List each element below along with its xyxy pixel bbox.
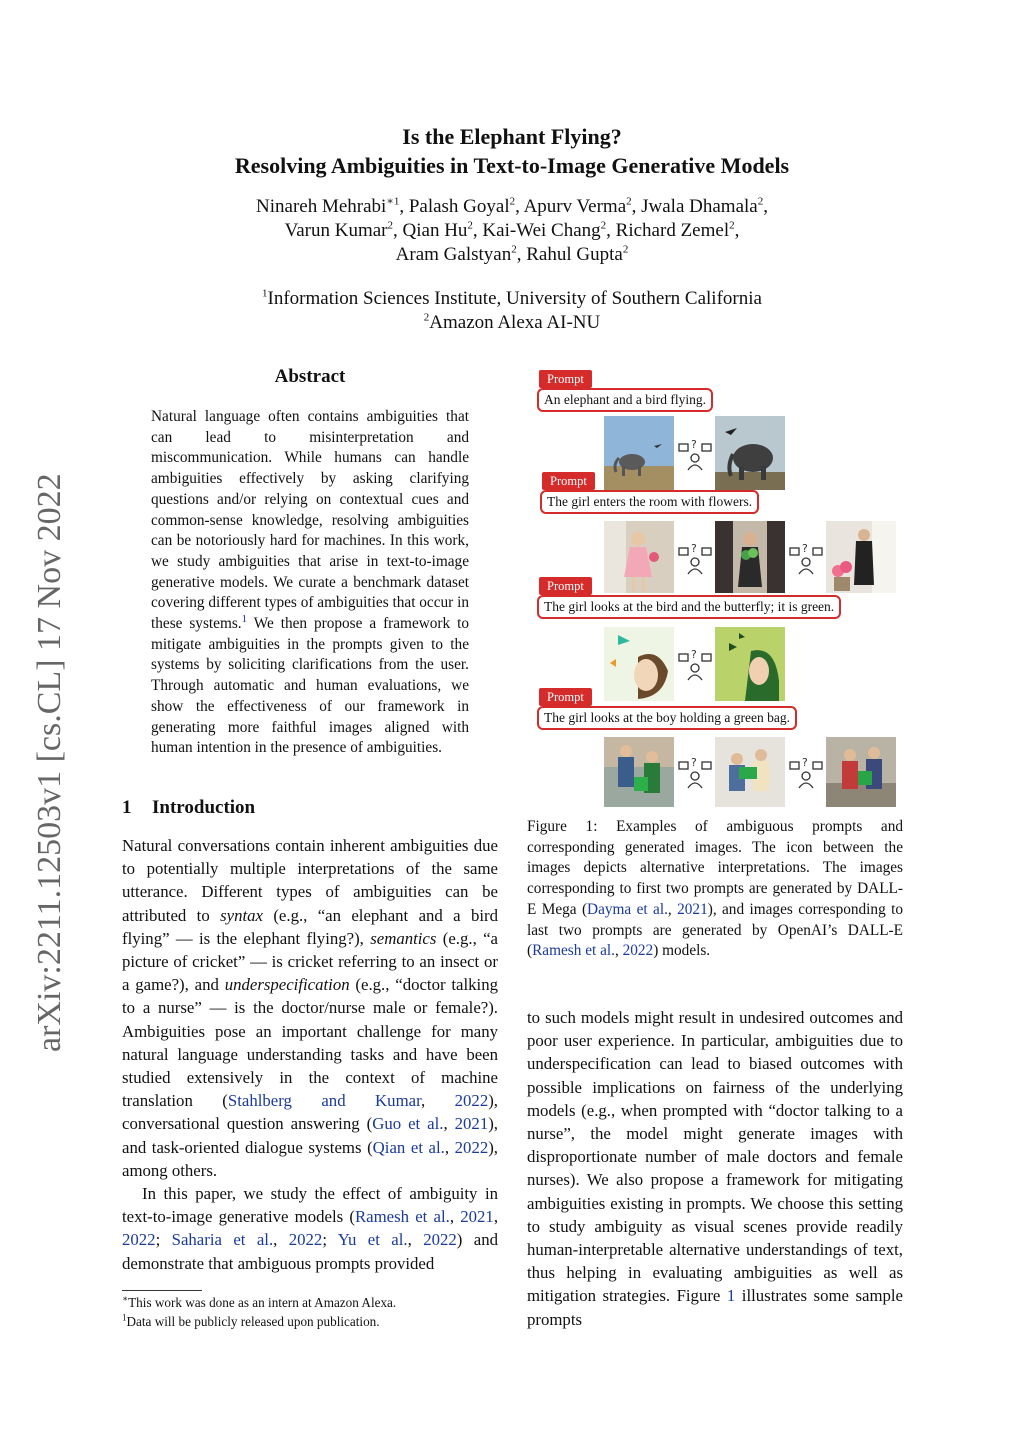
affiliation-sup: 2 <box>423 311 430 324</box>
footnotes <box>122 1294 502 1331</box>
author: Ninareh Mehrabi <box>256 196 387 217</box>
affiliation-2 <box>0 311 1024 335</box>
prompt-box-1: An elephant and a bird flying. <box>537 388 713 412</box>
clarification-icon <box>788 540 824 576</box>
author: Kai-Wei Chang <box>482 220 601 241</box>
author-sup: 2 <box>757 195 764 208</box>
intro-column-right <box>527 1006 903 1331</box>
text-run: ), and task-oriented dialogue systems ( <box>122 1114 498 1157</box>
svg-text:?: ? <box>691 542 697 555</box>
generated-image <box>715 521 785 593</box>
intro-paragraph-1: Natural conversations contain inherent ambiguities due to potentially multiple interpretations of the same utterance. Different types of ambiguities can be attributed to syntax (e.g., “an elephant and a bird flying” — is the elephant flying?), semantics (e.g., “a picture of cricket” — is cricket referring to an insect or a game?), and underspecification (e.g., “doctor talking to a nurse” — is the doctor/nurse male or female?). Ambiguities pose an important challenge for many natural language understanding tasks and have been studied extensively in the context of machine translation (Stahlberg and Kumar, 2022), conversational question answering (Guo et al., 2021), and task-oriented dialogue systems (Qian et al., 2022), among others. <box>122 836 499 1180</box>
citation-link[interactable]: Ramesh et al. <box>532 942 615 960</box>
author-sup: 2 <box>626 195 632 208</box>
abstract-text-1: Natural language often contains ambiguities that can lead to misinterpretation and miscommunication. While humans can handle ambiguities effectively by asking clarifying questions and/or relying on contextual cues and common-sense knowledge, resolving ambiguities can be notoriously hard for machines. In this work, we study ambiguities that arise in text-to-image generative models. We curate a benchmark dataset covering different types of ambiguities that occur in these systems. <box>151 408 469 633</box>
abstract-text-2: We then propose a framework to mitigate ambiguities in the prompts given to the systems by soliciting clarifications from the user. Through automatic and human evaluations, we show the effectiveness of our framework in generating more faithful images aligned with human intention in the presence of ambiguities. <box>151 615 469 757</box>
citation-link[interactable]: 2021 <box>460 1207 494 1227</box>
footnote-text: Data will be publicly released upon publication. <box>126 1313 380 1329</box>
footnote-ref[interactable]: 1 <box>241 612 248 625</box>
intro-paragraph-3 <box>527 1006 903 1331</box>
caption-text: ) models. <box>653 942 711 960</box>
text-run: ), conversational question answering ( <box>122 1091 498 1134</box>
citation-link[interactable]: 2021 <box>677 900 708 918</box>
citation-link[interactable]: Yu et al. <box>337 1230 408 1250</box>
prompt-tag: Prompt <box>542 472 595 490</box>
author-sup: ∗1 <box>386 195 400 208</box>
footnote-text: This work was done as an intern at Amazon Alexa. <box>128 1295 397 1310</box>
text-run: Natural conversations contain inherent ambiguities due to potentially multiple interpretations of the same utterance. Different types of ambiguities can be attributed to <box>122 836 498 925</box>
svg-text:?: ? <box>802 542 808 555</box>
intro-column-left <box>122 834 498 1275</box>
affiliation-text: Amazon Alexa AI-NU <box>429 312 601 333</box>
text-run: illustrates some sample prompts <box>527 1286 904 1329</box>
author-sup: 2 <box>509 195 516 208</box>
text-run: ), among others. <box>122 1137 499 1180</box>
prompt-tag: Prompt <box>539 577 592 595</box>
section-number: 1 <box>122 797 132 818</box>
footnote-mark: 1 <box>122 1312 127 1323</box>
author-list <box>0 195 1024 267</box>
author-sup: 2 <box>511 243 517 256</box>
prompt-box-4: The girl looks at the boy holding a green bag. <box>537 706 797 730</box>
text-run: (e.g., “an elephant and a bird flying” — is the elephant flying?), <box>122 905 499 948</box>
abstract-body <box>151 407 469 759</box>
svg-text:?: ? <box>691 648 697 661</box>
citation-link[interactable]: Guo et al. <box>372 1114 444 1134</box>
generated-image <box>826 737 896 807</box>
clarification-icon <box>788 754 824 790</box>
citation-link[interactable]: 2022 <box>122 1230 156 1250</box>
term-semantics: semantics <box>370 928 437 948</box>
footnote-2 <box>122 1313 502 1332</box>
author: Jwala Dhamala <box>641 196 758 217</box>
affiliation-1 <box>0 287 1024 311</box>
figure-caption: Figure 1: Examples of ambiguous prompts and corresponding generated images. The icon between the images depicts alternative interpretations. The images corresponding to first two prompts are generated by DALL-E Mega (Dayma et al., 2021), and images corresponding to last two prompts are generated by OpenAI’s DALL-E (Ramesh et al., 2022) models. <box>527 818 903 960</box>
generated-image <box>604 737 674 807</box>
footnote-1 <box>122 1294 502 1313</box>
clarification-icon <box>677 540 713 576</box>
generated-image <box>715 737 785 807</box>
author-sup: 2 <box>467 219 473 232</box>
caption-text: Figure 1: Examples of ambiguous prompts and corresponding generated images. The icon between the images depicts alternative interpretations. The images corresponding to first two prompts are generated by DALL-E Mega ( <box>527 818 903 918</box>
footnote-rule <box>122 1290 202 1291</box>
prompt-box-3: The girl looks at the bird and the butterfly; it is green. <box>537 595 841 619</box>
figure-ref-link[interactable]: 1 <box>726 1286 736 1306</box>
title-line-2: Resolving Ambiguities in Text-to-Image Generative Models <box>234 153 790 178</box>
clarification-icon <box>677 646 713 682</box>
arxiv-identifier: arXiv:2211.12503v1 [cs.CL] 17 Nov 2022 <box>31 473 68 1052</box>
svg-text:?: ? <box>691 438 697 451</box>
citation-link[interactable]: Dayma et al. <box>587 900 668 918</box>
citation-link[interactable]: Stahlberg and Kumar <box>227 1091 421 1111</box>
term-underspecification: underspecification <box>224 975 350 995</box>
generated-image <box>604 416 674 490</box>
figure-1 <box>527 366 903 811</box>
citation-link[interactable]: 2022 <box>454 1137 489 1157</box>
prompt-tag: Prompt <box>539 688 592 706</box>
text-run: ) and demonstrate that ambiguous prompts provided <box>122 1230 498 1273</box>
author: Apurv Verma <box>523 196 627 217</box>
author-line-3: Aram Galstyan$^2$, Rahul Gupta$^2$ <box>395 243 629 265</box>
svg-text:?: ? <box>802 756 808 769</box>
citation-link[interactable]: Qian et al. <box>372 1137 445 1157</box>
generated-image <box>715 627 785 701</box>
text-run: (e.g., “a picture of cricket” — is cricket referring to an insect or a game?), and <box>122 928 498 995</box>
title-line-1: Is the Elephant Flying? <box>402 124 622 149</box>
abstract-heading: Abstract <box>274 366 346 387</box>
text-run: to such models might result in undesired outcomes and poor user experience. In particular, ambiguities due to underspecification can lead to biased outcomes with possible implications on fairness of the underlying models (e.g., when prompted with “doctor talking to a nurse”, the model might generate images with disproportionate number of male doctors and female nurses). We also propose a framework for mitigating ambiguities existing in prompts. We choose this setting to study ambiguity as visual scenes provide readily human-interpretable alternative understandings of text, thus helping in evaluating ambiguities as well as mitigation strategies. Figure <box>527 1008 903 1306</box>
prompt-tag: Prompt <box>539 370 592 388</box>
author-sup: 2 <box>387 219 394 232</box>
author: Richard Zemel <box>615 220 730 241</box>
citation-link[interactable]: 2022 <box>423 1230 457 1250</box>
author-line-1: Ninareh Mehrabi$^{∗1}$, Palash Goyal$^2$, Apurv Verma$^2$, Jwala Dhamala$^2$, <box>256 195 768 217</box>
generated-image <box>604 521 674 593</box>
affiliation-sup: 1 <box>262 287 268 300</box>
clarification-icon <box>677 436 713 472</box>
author-sup: 2 <box>622 243 629 256</box>
citation-link[interactable]: 2022 <box>622 942 654 960</box>
citation-link[interactable]: Saharia et al. <box>171 1230 274 1250</box>
text-run: (e.g., “doctor talking to a nurse” — is the doctor/nurse male or female?). Ambiguities pose an important challenge for many natural language understanding tasks and have been studied extensively in the context of machine translation ( <box>122 975 498 1111</box>
footnote-mark: ∗ <box>122 1293 129 1304</box>
generated-image <box>604 627 674 701</box>
term-syntax: syntax <box>220 905 263 925</box>
intro-paragraph-2: In this paper, we study the effect of ambiguity in text-to-image generative models (Ramesh et al., 2021, 2022; Saharia et al., 2022; Yu et al., 2022) and demonstrate that ambiguous prompts provided <box>122 1184 499 1273</box>
caption-text: ), and images corresponding to last two prompts are generated by OpenAI’s DALL-E ( <box>527 900 903 960</box>
section-heading <box>122 797 255 819</box>
svg-text:?: ? <box>691 756 697 769</box>
author-sup: 2 <box>729 219 735 232</box>
citation-link[interactable]: Ramesh et al. <box>354 1207 450 1227</box>
author-line-2: Varun Kumar$^2$, Qian Hu$^2$, Kai-Wei Chang$^2$, Richard Zemel$^2$, <box>284 219 740 241</box>
prompt-box-2: The girl enters the room with flowers. <box>540 490 759 514</box>
citation-link[interactable]: 2022 <box>288 1230 323 1250</box>
citation-link[interactable]: 2022 <box>454 1091 489 1111</box>
text-run: In this paper, we study the effect of ambiguity in text-to-image generative models ( <box>122 1184 498 1227</box>
affiliation-text: Information Sciences Institute, University of Southern California <box>267 288 762 309</box>
affiliations <box>0 287 1024 335</box>
author: Rahul Gupta <box>526 244 623 265</box>
author: Qian Hu <box>402 220 468 241</box>
generated-image <box>715 416 785 490</box>
author: Varun Kumar <box>284 220 388 241</box>
section-title: Introduction <box>152 797 256 818</box>
author: Palash Goyal <box>408 196 510 217</box>
paper-title <box>0 122 1024 180</box>
author-sup: 2 <box>600 219 607 232</box>
citation-link[interactable]: 2021 <box>454 1114 489 1134</box>
clarification-icon <box>677 754 713 790</box>
author: Aram Galstyan <box>395 244 512 265</box>
generated-image <box>826 521 896 593</box>
